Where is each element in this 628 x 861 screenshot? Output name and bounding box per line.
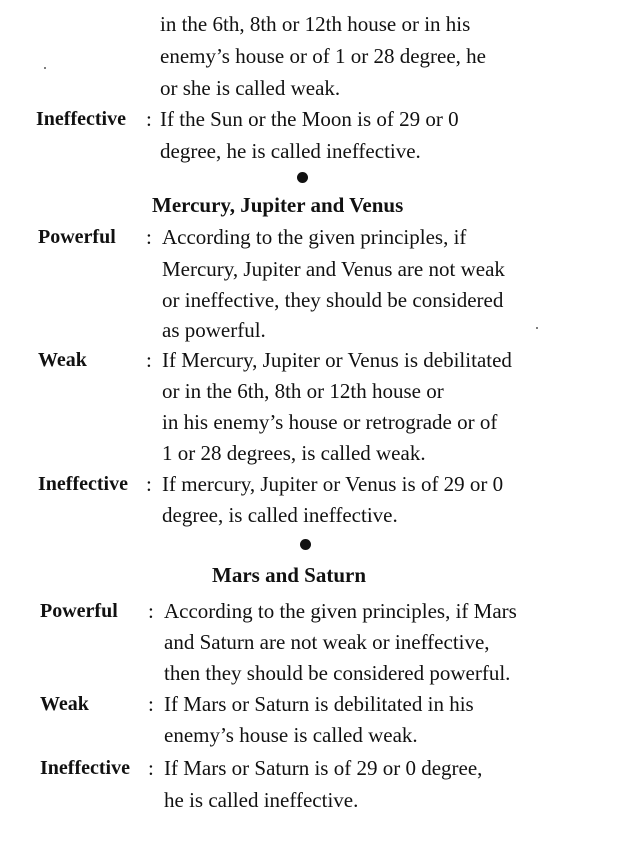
ms-ineffective-line: If Mars or Saturn is of 29 or 0 degree, xyxy=(164,756,483,780)
mjv-ineffective-colon: : xyxy=(146,472,152,496)
sun-moon-weak-line: in the 6th, 8th or 12th house or in his xyxy=(160,12,471,36)
mjv-weak-term: Weak xyxy=(38,349,87,371)
mjv-weak-line: or in the 6th, 8th or 12th house or xyxy=(162,379,444,403)
mjv-weak-line: 1 or 28 degrees, is called weak. xyxy=(162,441,426,465)
sun-moon-weak-line: or she is called weak. xyxy=(160,76,341,100)
section-bullet xyxy=(297,172,308,183)
sun-moon-ineffective-colon: : xyxy=(146,107,152,131)
mjv-powerful-term: Powerful xyxy=(38,226,116,248)
ms-powerful-colon: : xyxy=(148,599,154,623)
mjv-ineffective-line: If mercury, Jupiter or Venus is of 29 or 0 xyxy=(162,472,504,496)
section-bullet xyxy=(300,539,311,550)
mjv-weak-colon: : xyxy=(146,348,152,372)
ms-weak-colon: : xyxy=(148,692,154,716)
ms-ineffective-colon: : xyxy=(148,756,154,780)
mjv-powerful-colon: : xyxy=(146,225,152,249)
ms-ineffective-line: he is called ineffective. xyxy=(164,788,359,812)
sun-moon-ineffective-line: degree, he is called ineffective. xyxy=(160,139,421,163)
mjv-powerful-line: as powerful. xyxy=(162,318,266,342)
sun-moon-weak-line: enemy’s house or of 1 or 28 degree, he xyxy=(160,44,486,68)
ms-weak-line: enemy’s house is called weak. xyxy=(164,723,418,747)
section-heading-mercury-jupiter-venus: Mercury, Jupiter and Venus xyxy=(152,193,404,217)
ms-powerful-line: According to the given principles, if Mars xyxy=(164,599,517,623)
mjv-powerful-line: Mercury, Jupiter and Venus are not weak xyxy=(162,257,505,281)
mjv-weak-line: If Mercury, Jupiter or Venus is debilitated xyxy=(162,348,512,372)
mjv-powerful-line: According to the given principles, if xyxy=(162,225,467,249)
ms-weak-line: If Mars or Saturn is debilitated in his xyxy=(164,692,474,716)
ms-ineffective-term: Ineffective xyxy=(40,757,130,779)
mjv-ineffective-line: degree, is called ineffective. xyxy=(162,503,398,527)
sun-moon-ineffective-term: Ineffective xyxy=(36,108,126,130)
mjv-ineffective-term: Ineffective xyxy=(38,473,128,495)
ms-weak-term: Weak xyxy=(40,693,89,715)
mjv-powerful-line: or ineffective, they should be considered xyxy=(162,288,504,312)
sun-moon-ineffective-line: If the Sun or the Moon is of 29 or 0 xyxy=(160,107,459,131)
ms-powerful-line: then they should be considered powerful. xyxy=(164,661,511,685)
ms-powerful-line: and Saturn are not weak or ineffective, xyxy=(164,630,490,654)
scan-speck xyxy=(536,327,538,329)
scan-speck xyxy=(44,67,46,69)
section-heading-mars-saturn: Mars and Saturn xyxy=(212,563,367,587)
mjv-weak-line: in his enemy’s house or retrograde or of xyxy=(162,410,498,434)
ms-powerful-term: Powerful xyxy=(40,600,118,622)
